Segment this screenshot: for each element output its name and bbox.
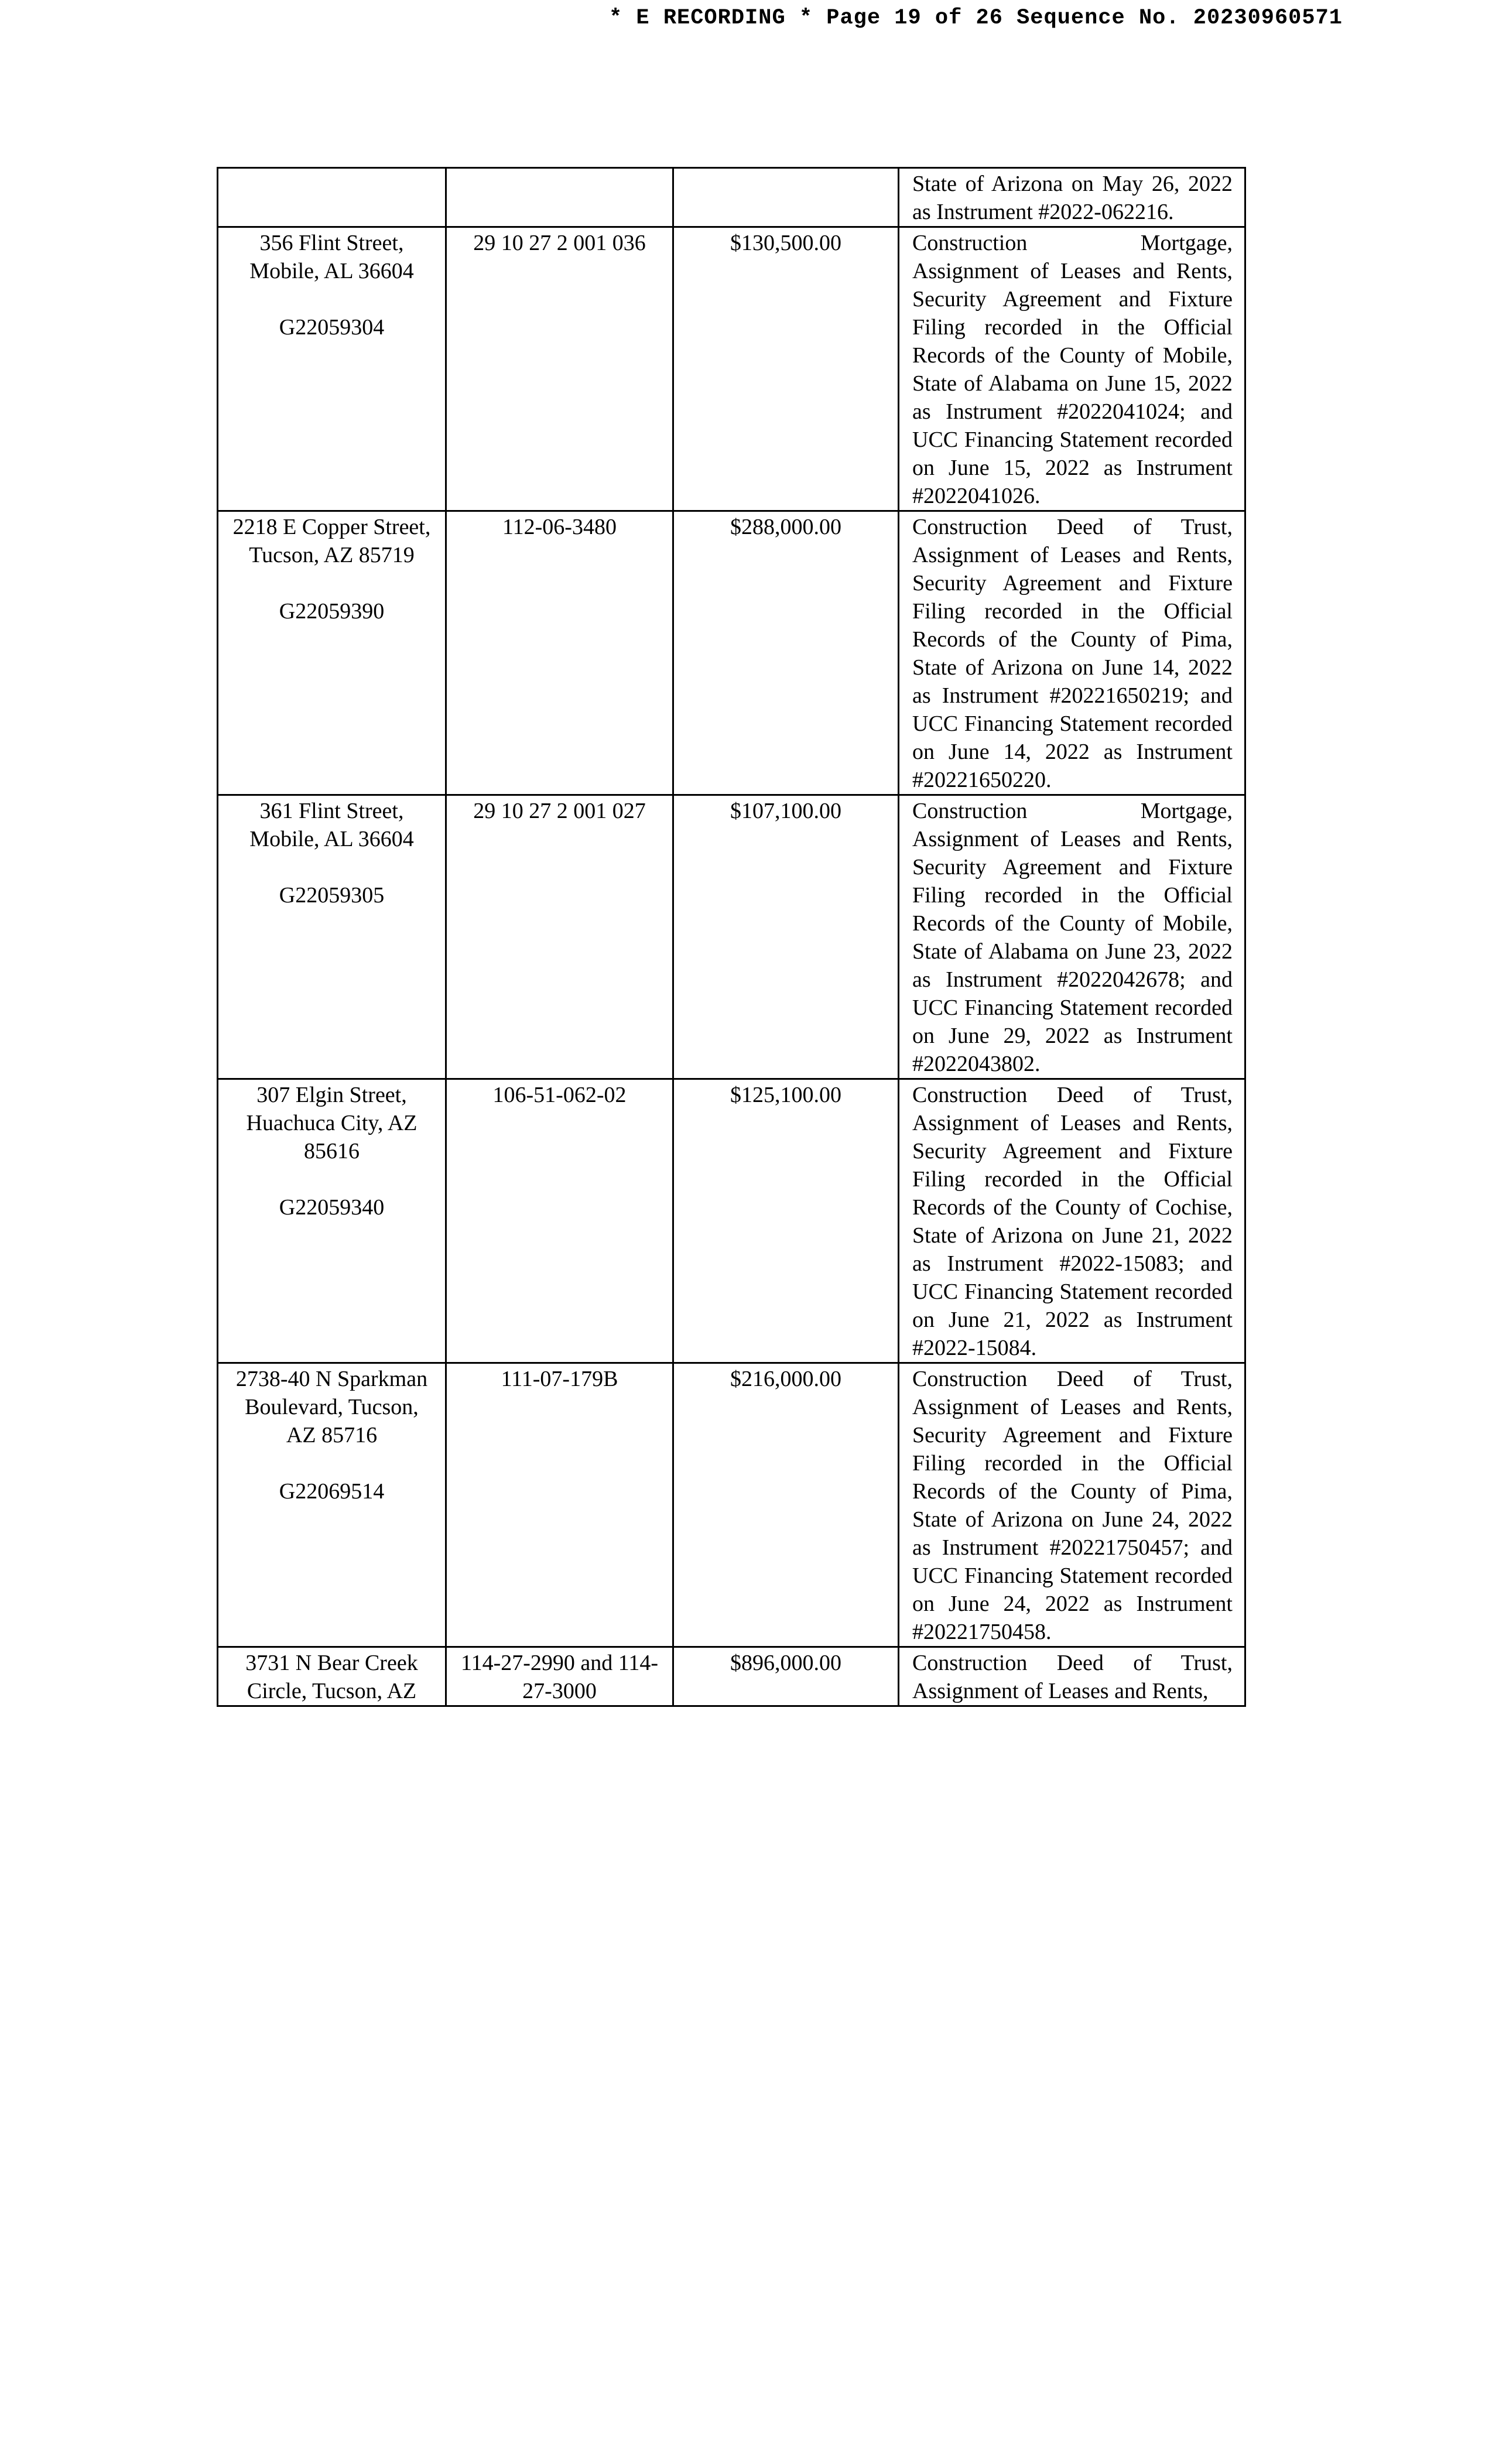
property-code: G22059390: [279, 599, 385, 624]
property-address: 361 Flint Street, Mobile, AL 36604: [249, 799, 414, 851]
parcel-cell: 114-27-2990 and 114-27-3000: [446, 1647, 673, 1706]
address-cell: [218, 511, 446, 795]
property-code: G22059304: [279, 315, 385, 340]
address-cell: [218, 168, 446, 227]
parcel-cell: 112-06-3480: [446, 511, 673, 795]
address-cell: [218, 1079, 446, 1363]
table-row: [218, 227, 1245, 511]
property-address: 2218 E Copper Street, Tucson, AZ 85719: [232, 515, 431, 567]
amount-cell: $216,000.00: [673, 1363, 899, 1647]
parcel-cell: 106-51-062-02: [446, 1079, 673, 1363]
address-cell: [218, 795, 446, 1079]
address-cell: [218, 1363, 446, 1647]
property-code: G22059305: [279, 883, 385, 908]
table-row: [218, 511, 1245, 795]
parcel-cell: 111-07-179B: [446, 1363, 673, 1647]
property-table: [217, 167, 1246, 1707]
table-row: [218, 795, 1245, 1079]
property-address: 356 Flint Street, Mobile, AL 36604: [249, 231, 414, 283]
description-cell: Construction Mortgage, Assignment of Leases and Rents, Security Agreement and Fixture Filing recorded in the Official Records of the County of Mobile, State of Alabama on June 23, 2022 as Instrument #2022042678; and UCC Financing Statement recorded on June 29, 2022 as Instrument #2022043802.: [899, 795, 1245, 1079]
parcel-cell: 29 10 27 2 001 036: [446, 227, 673, 511]
property-code: G22059340: [279, 1195, 385, 1220]
property-address: 307 Elgin Street, Huachuca City, AZ 85616: [246, 1083, 417, 1163]
amount-cell: [673, 168, 899, 227]
table-row: [218, 1647, 1245, 1706]
amount-cell: $288,000.00: [673, 511, 899, 795]
description-cell: Construction Deed of Trust, Assignment of Leases and Rents, Security Agreement and Fixture Filing recorded in the Official Records of the County of Pima, State of Arizona on June 14, 2022 as Instrument #20221650219; and UCC Financing Statement recorded on June 14, 2022 as Instrument #20221650220.: [899, 511, 1245, 795]
table-row: [218, 168, 1245, 227]
amount-cell: $125,100.00: [673, 1079, 899, 1363]
description-cell: Construction Deed of Trust, Assignment of Leases and Rents, Security Agreement and Fixture Filing recorded in the Official Records of the County of Pima, State of Arizona on June 24, 2022 as Instrument #20221750457; and UCC Financing Statement recorded on June 24, 2022 as Instrument #20221750458.: [899, 1363, 1245, 1647]
description-cell: Construction Deed of Trust, Assignment of Leases and Rents,: [899, 1647, 1245, 1706]
property-address: 3731 N Bear Creek Circle, Tucson, AZ: [245, 1651, 418, 1703]
description-cell: Construction Mortgage, Assignment of Leases and Rents, Security Agreement and Fixture Filing recorded in the Official Records of the County of Mobile, State of Alabama on June 15, 2022 as Instrument #2022041024; and UCC Financing Statement recorded on June 15, 2022 as Instrument #2022041026.: [899, 227, 1245, 511]
description-cell: Construction Deed of Trust, Assignment of Leases and Rents, Security Agreement and Fixture Filing recorded in the Official Records of the County of Cochise, State of Arizona on June 21, 2022 as Instrument #2022-15083; and UCC Financing Statement recorded on June 21, 2022 as Instrument #2022-15084.: [899, 1079, 1245, 1363]
amount-cell: $130,500.00: [673, 227, 899, 511]
table-row: [218, 1079, 1245, 1363]
property-code: G22069514: [279, 1479, 385, 1504]
amount-cell: $107,100.00: [673, 795, 899, 1079]
parcel-cell: [446, 168, 673, 227]
description-cell: State of Arizona on May 26, 2022 as Instrument #2022-062216.: [899, 168, 1245, 227]
property-address: 2738-40 N Sparkman Boulevard, Tucson, AZ 85716: [235, 1367, 428, 1447]
table-row: [218, 1363, 1245, 1647]
address-cell: [218, 1647, 446, 1706]
recording-header: * E RECORDING * Page 19 of 26 Sequence No. 20230960571: [609, 6, 1343, 30]
amount-cell: $896,000.00: [673, 1647, 899, 1706]
address-cell: [218, 227, 446, 511]
parcel-cell: 29 10 27 2 001 027: [446, 795, 673, 1079]
